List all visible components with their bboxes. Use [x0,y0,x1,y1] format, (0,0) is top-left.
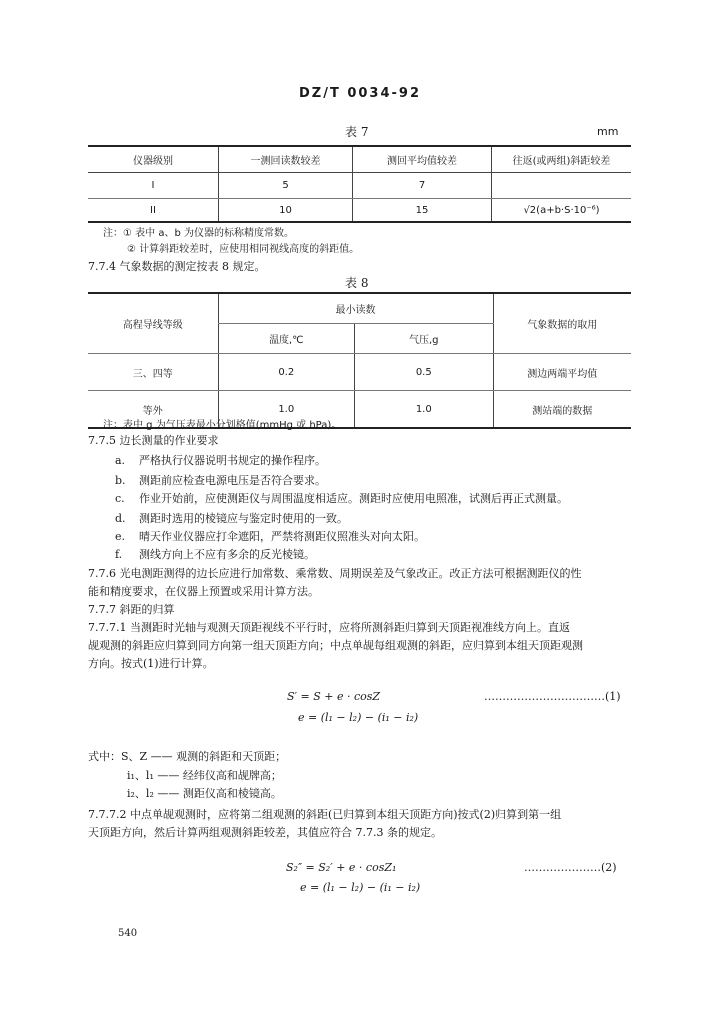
table8-cell: 1.0 [218,391,354,429]
table-row [88,354,631,391]
standard-header: DZ/T 0034-92 [298,86,422,101]
list-item [115,528,425,544]
list-item-label: d. [115,512,126,525]
list-item [115,510,348,526]
list-item-text: 作业开始前，应使测距仪与周围温度相适应。测距时应使用电照准，试测后再正式测量。 [139,492,568,505]
table7-cell: 10 [219,199,353,223]
list-item-label: c. [115,492,125,505]
table7-cell: 15 [353,199,492,223]
table7-cell: I [88,173,219,199]
definition-intro: 式中：S、Z —— 观测的斜距和天顶距； [88,750,287,763]
formula-1-line-2: e = (l₁ − l₂) − (i₁ − i₂) [298,711,419,724]
table8-cell: 测站端的数据 [493,391,631,429]
section-7-7-7-1-line-3: 方向。按式(1)进行计算。 [88,657,214,670]
table7-caption: 表 7 [345,125,369,139]
table8-header-pres: 气压,g [355,324,494,354]
section-7-7-6-line-2: 能和精度要求，在仪器上预置或采用计算方法。 [88,585,319,598]
table7-header-cell: 一测回读数较差 [219,146,353,173]
list-item [115,546,315,562]
list-item [115,490,568,506]
table8-cell: 等外 [88,391,218,429]
section-7-7-4: 7.7.4 气象数据的测定按表 8 规定。 [88,260,266,273]
table7-cell: 5 [219,173,353,199]
definition-line-2: i₂、l₂ —— 测距仪高和棱镜高。 [127,787,282,800]
table8-cell: 三、四等 [88,354,218,391]
formula-2-number: …………………(2) [524,861,617,874]
table7-cell: √2(a+b·S·10⁻⁶) [492,199,632,223]
list-item-label: b. [115,474,126,487]
list-item-text: 严格执行仪器说明书规定的操作程序。 [139,454,326,467]
table7-note-1: 注：① 表中 a、b 为仪器的标称精度常数。 [103,228,294,239]
section-7-7-7-2-line-2: 天顶距方向，然后计算两组观测斜距较差，其值应符合 7.7.3 条的规定。 [88,826,442,839]
table8-note: 注：表中 g 为气压表最小分划格值(mmHg 或 hPa)。 [103,420,342,431]
table7-cell [492,173,632,199]
list-item-text: 晴天作业仪器应打伞遮阳，严禁将测距仪照准头对向太阳。 [139,530,425,543]
formula-1-line-1: S′ = S + e · cosZ [287,690,381,703]
table8-cell: 0.5 [355,354,494,391]
formula-2-line-2: e = (l₁ − l₂) − (i₁ − i₂) [300,881,421,894]
section-7-7-6-line-1: 7.7.6 光电测距测得的边长应进行加常数、乘常数、周期误差及气象改正。改正方法可根据测距仪的性 [88,567,582,580]
section-7-7-7-title: 7.7.7 斜距的归算 [88,603,175,616]
table7-header-cell: 测回平均值较差 [353,146,492,173]
table8-cell: 0.2 [218,354,354,391]
table7-note-2: ② 计算斜距较差时，应使用相同视线高度的斜距值。 [127,244,360,255]
table8-cell: 测边两端平均值 [493,354,631,391]
table8-caption: 表 8 [345,276,369,290]
formula-2-line-1: S₂″ = S₂′ + e · cosZ₁ [286,861,397,874]
table8-header-method: 气象数据的取用 [493,293,631,354]
table7-header-cell: 仪器级别 [88,146,219,173]
list-item [115,452,326,468]
list-item-label: a. [115,454,126,467]
page-number: 540 [118,928,138,939]
list-item-text: 测距前应检查电源电压是否符合要求。 [139,474,326,487]
table8 [88,292,631,429]
table7-cell: 7 [353,173,492,199]
table7-header-cell: 往返(或两组)斜距较差 [492,146,632,173]
table-row [88,199,631,223]
table7-unit: mm [597,125,619,138]
table-row [88,146,631,173]
section-7-7-5-title: 7.7.5 边长测量的作业要求 [88,434,219,447]
table-row [88,293,631,324]
table8-header-min: 最小读数 [218,293,493,324]
list-item-label: f. [115,548,123,561]
table7 [88,145,631,223]
list-item [115,472,326,488]
section-7-7-7-1-line-2: 觇观测的斜距应归算到同方向第一组天顶距方向；中点单觇每组观测的斜距，应归算到本组天顶距观测 [88,639,583,652]
formula-1-number: ……………………………(1) [484,690,621,703]
definition-line-1: i₁、l₁ —— 经纬仪高和觇牌高； [127,769,282,782]
section-7-7-7-1-line-1: 7.7.7.1 当测距时光轴与观测天顶距视线不平行时，应将所测斜距归算到天顶距视准线方向上。直返 [88,621,570,634]
list-item-label: e. [115,530,126,543]
list-item-text: 测距时选用的棱镜应与鉴定时使用的一致。 [139,512,348,525]
table8-header-temp: 温度,℃ [218,324,354,354]
table7-cell: II [88,199,219,223]
table8-cell: 1.0 [355,391,494,429]
section-7-7-7-2-line-1: 7.7.7.2 中点单觇观测时，应将第二组观测的斜距(已归算到本组天顶距方向)按式(2)归算到第一组 [88,808,562,821]
table-row [88,173,631,199]
list-item-text: 测线方向上不应有多余的反光棱镜。 [139,548,315,561]
table8-header-grade: 高程导线等级 [88,293,218,354]
